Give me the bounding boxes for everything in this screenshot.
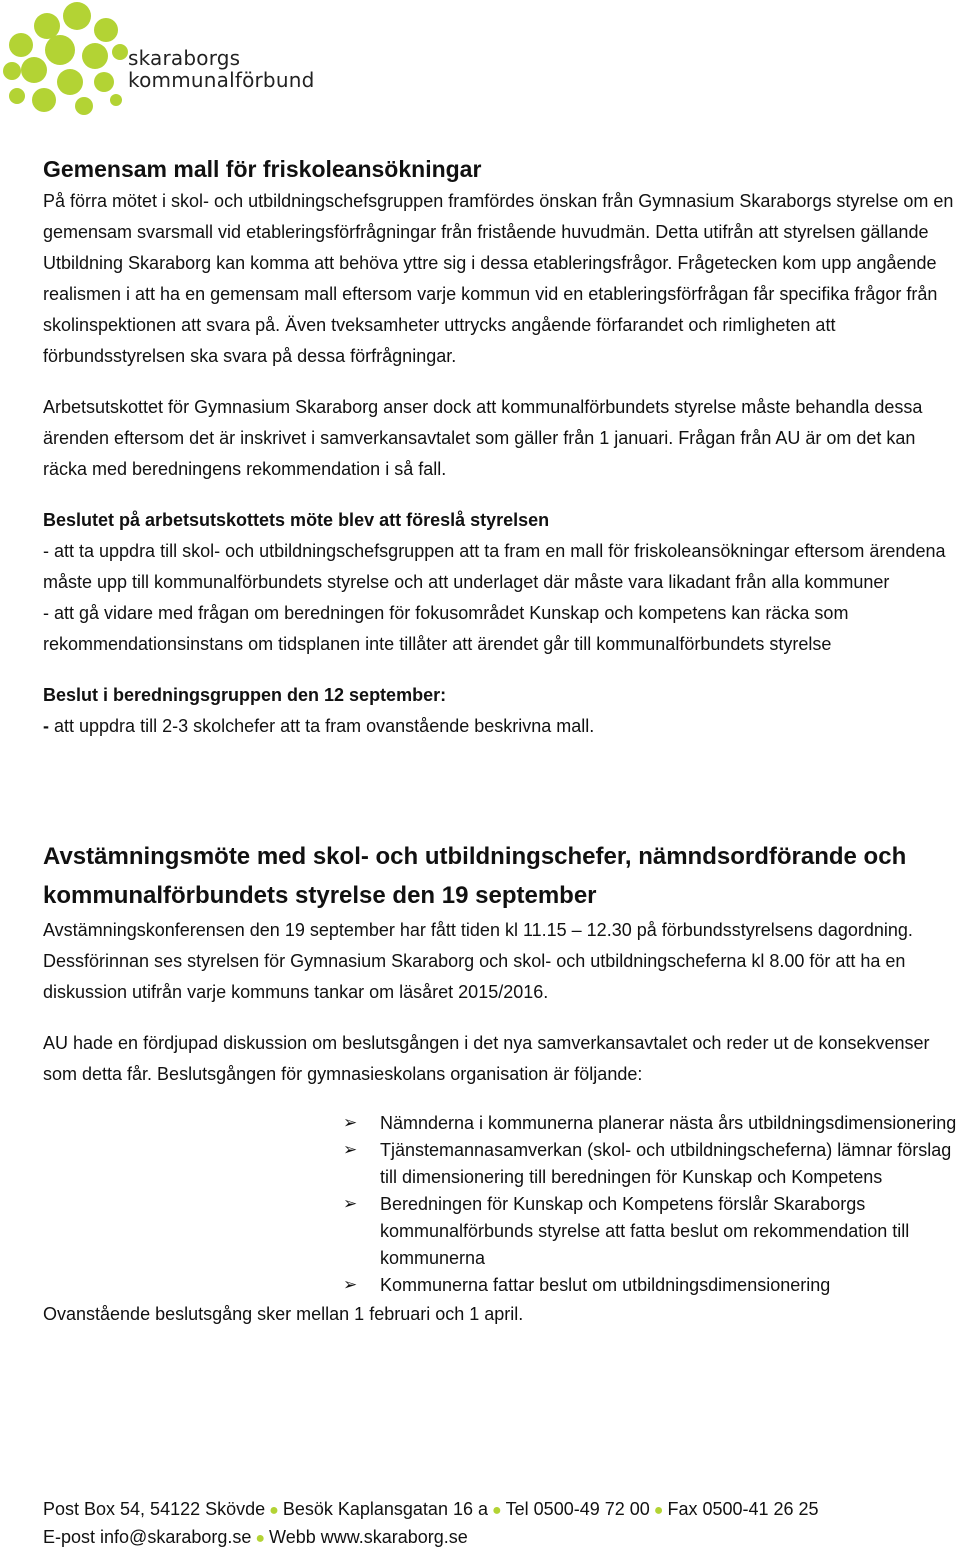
footer: [43, 1496, 943, 1552]
logo-line-2: kommunalförbund: [128, 68, 315, 92]
decision-process-list: [43, 1110, 960, 1299]
footer-separator-dot-icon: ●: [269, 1502, 279, 1519]
footer-visit-address: Besök Kaplansgatan 16 a: [282, 1499, 488, 1519]
list-item-text: Beredningen för Kunskap och Kompetens förslår Skaraborgs kommunalförbunds styrelse att fatta beslut om rekommendation till kommunerna: [380, 1194, 910, 1268]
section2-paragraph-2: AU hade en fördjupad diskussion om beslutsgången i det nya samverkansavtalet och reder ut de konsekvenser som detta får. Beslutsgången för gymnasieskolans organisation är följande:: [43, 1033, 930, 1084]
arrow-bullet-icon: ➢: [343, 1194, 358, 1214]
decision-point-1: - att ta uppdra till skol- och utbildningschefsgruppen att ta fram en mall för friskoleansökningar eftersom ärendena måste upp till kommunalförbundets styrelse och att underlaget där måste vara likadant från alla kommuner: [43, 541, 946, 592]
list-item-text: Tjänstemannasamverkan (skol- och utbildningscheferna) lämnar förslag till dimensionering till beredningen för Kunskap och Kompetens: [380, 1140, 952, 1187]
section2-heading: Avstämningsmöte med skol- och utbildningschefer, nämndsordförande och kommunalförbundets styrelse den 19 september: [43, 843, 907, 909]
footer-website[interactable]: Webb www.skaraborg.se: [269, 1527, 468, 1547]
logo-dots-icon: [0, 0, 130, 120]
logo-line-1: skaraborgs: [128, 46, 241, 70]
footer-fax: Fax 0500-41 26 25: [667, 1499, 819, 1519]
logo: [0, 0, 340, 120]
list-item: [343, 1272, 960, 1299]
group-decision-text: att uppdra till 2-3 skolchefer att ta fram ovanstående beskrivna mall.: [49, 716, 595, 736]
footer-postbox: Post Box 54, 54122 Skövde: [43, 1499, 266, 1519]
arrow-bullet-icon: ➢: [343, 1140, 358, 1160]
arrow-bullet-icon: ➢: [343, 1113, 358, 1133]
decision-heading: Beslutet på arbetsutskottets möte blev att föreslå styrelsen: [43, 510, 550, 530]
arrow-bullet-icon: ➢: [343, 1275, 358, 1295]
list-item: [343, 1191, 960, 1272]
footer-separator-dot-icon: ●: [653, 1502, 664, 1519]
section2-closing: Ovanstående beslutsgång sker mellan 1 februari och 1 april.: [43, 1304, 524, 1324]
group-decision-dash: -: [43, 716, 49, 736]
list-item: [343, 1110, 960, 1137]
list-item-text: Nämnderna i kommunerna planerar nästa års utbildningsdimensionering: [380, 1113, 957, 1133]
footer-line-1: [43, 1496, 943, 1524]
footer-email[interactable]: E-post info@skaraborg.se: [43, 1527, 252, 1547]
list-item-text: Kommunerna fattar beslut om utbildningsdimensionering: [380, 1275, 831, 1295]
group-decision-heading: Beslut i beredningsgruppen den 12 september:: [43, 685, 447, 705]
section1-paragraph-1: På förra mötet i skol- och utbildningschefsgruppen framfördes önskan från Gymnasium Skaraborgs styrelse om en gemensam svarsmall vid etableringsförfrågningar från fristående huvudmän. Detta utifrån att styrelsen gällande Utbildning Skaraborg kan komma att behöva yttre sig i dessa etableringsfrågor. Frågetecken kom upp angående realismen i att ha en gemensam mall eftersom varje kommun vid en etableringsförfrågan får specifika frågor från skolinspektionen att svara på. Även tveksamheter uttrycks angående förfarandet och rimligheten att förbundsstyrelsen ska svara på dessa förfrågningar.: [43, 191, 954, 366]
footer-phone: Tel 0500-49 72 00: [505, 1499, 650, 1519]
document-body: [43, 152, 960, 1330]
decision-point-2: - att gå vidare med frågan om beredningen för fokusområdet Kunskap och kompetens kan räcka som rekommendationsinstans om tidsplanen inte tillåter att ärendet går till kommunalförbundets styrelse: [43, 603, 849, 654]
section2-paragraph-1: Avstämningskonferensen den 19 september har fått tiden kl 11.15 – 12.30 på förbundsstyrelsens dagordning. Dessförinnan ses styrelsen för Gymnasium Skaraborg och skol- och utbildningscheferna kl 8.00 för att ha en diskussion utifrån varje kommuns tankar om läsåret 2015/2016.: [43, 920, 913, 1002]
footer-separator-dot-icon: ●: [491, 1502, 502, 1519]
section1-heading: Gemensam mall för friskoleansökningar: [43, 156, 482, 182]
logo-text: [128, 47, 314, 91]
list-item: [343, 1137, 960, 1191]
group-decision-point: [43, 711, 960, 742]
footer-separator-dot-icon: ●: [255, 1530, 266, 1547]
section1-paragraph-2: Arbetsutskottet för Gymnasium Skaraborg anser dock att kommunalförbundets styrelse måste behandla dessa ärenden eftersom det är inskrivet i samverkansavtalet som gäller från 1 januari. Frågan från AU är om det kan räcka med beredningens rekommendation i så fall.: [43, 397, 923, 479]
footer-line-2: [43, 1524, 943, 1552]
